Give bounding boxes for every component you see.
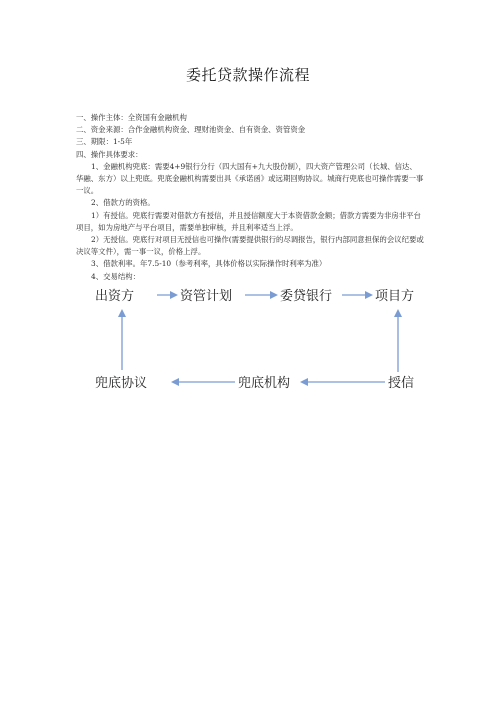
body-line-requirements-heading: 四、操作具体要求： [76, 149, 143, 159]
body-line-guarantee: 1、金融机构兜底：需要4+9银行分行（四大国有+九大股份制），四大资产管理公司（长城、信达、华融、东方）以上兜底。兜底金融机构需要出具《承诺函》或远期回购协议。城商行兜底也可操作需要一事一议。 [76, 161, 424, 196]
body-line-term: 三、期限：1-5年 [76, 137, 133, 147]
node-entrust-bank: 委贷银行 [280, 289, 333, 304]
node-funder: 出资方 [95, 289, 135, 304]
body-line-interest-rate: 3、借款利率。年7.5-10（参考利率，具体价格以实际操作时利率为准） [91, 259, 327, 269]
node-credit: 授信 [388, 376, 415, 391]
body-line-transaction-structure: 4、交易结构： [91, 271, 141, 281]
body-line-funding-source: 二、资金来源：合作金融机构资金、理财池资金、自有资金、资管资金 [76, 125, 306, 135]
body-line-subject: 一、操作主体：全资国有金融机构 [76, 113, 187, 122]
body-line-without-credit: 2）无授信。兜底行对项目无授信也可操作(需要提供银行的尽调报告，银行内部同意担保的会议纪要或决议等文件），需一事一议，价格上浮。 [76, 235, 424, 257]
node-project: 项目方 [375, 289, 415, 304]
body-line-with-credit: 1）有授信。兜底行需要对借款方有授信，并且授信额度大于本资借款金额；借款方需要为非房非平台项目，如为房地产与平台项目，需要单独审核，并且利率适当上浮。 [76, 210, 421, 232]
node-guarantee-agreement: 兜底协议 [95, 376, 148, 391]
node-guarantor: 兜底机构 [238, 376, 291, 391]
body-line-borrower-qualification: 2、借款方的资格。 [91, 198, 155, 208]
node-asset-plan: 资管计划 [180, 289, 233, 304]
document-title: 委托贷款操作流程 [185, 66, 310, 84]
